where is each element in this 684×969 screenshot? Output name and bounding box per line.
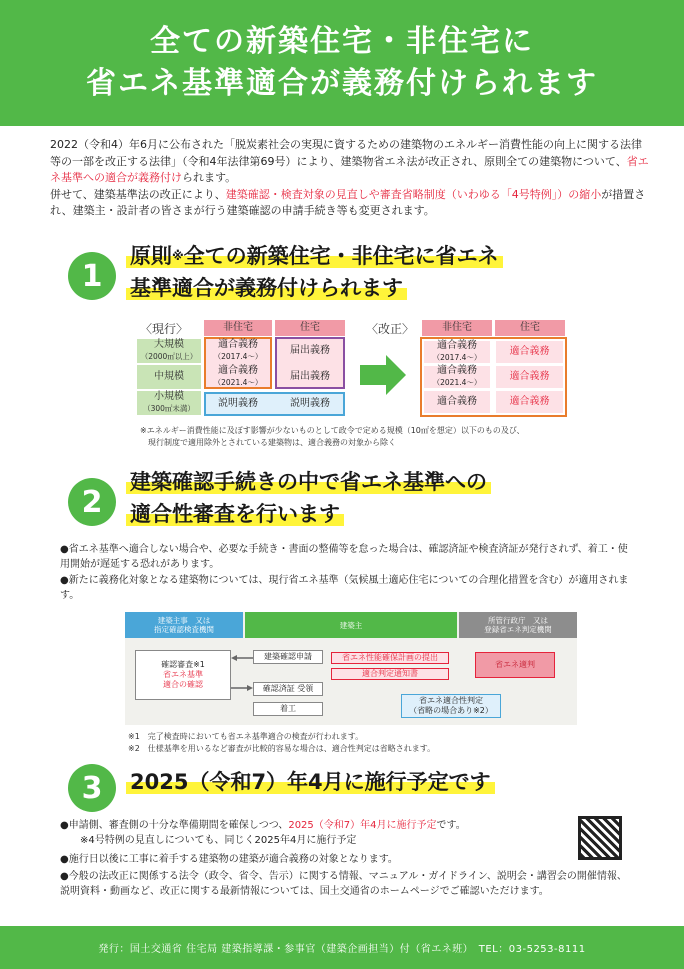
revised-nonres-large: 適合義務 （2017.4～） [424,341,490,363]
current-res-medium: 届出義務 [290,371,330,382]
revised-nonres-small: 適合義務 [424,391,490,413]
arrow-right-icon [360,355,408,395]
conformity-notice-box: 適合判定通知書 [331,668,449,680]
revised-header-res: 住宅 [495,320,565,336]
intro-text [50,137,650,220]
energy-judgment-box: 省エネ適判 [475,652,555,678]
section-1-number: 1 [68,252,116,300]
section-3-number: 3 [68,764,116,812]
header-title-line2: 省エネ基準適合が義務付けられます [86,66,598,101]
judgment-omission-box: 省エネ適合性判定 （省略の場合あり※2） [401,694,501,718]
section-1-title: 原則※全ての新築住宅・非住宅に省エネ 基準適合が義務付けられます [126,240,503,304]
section-3-bullet-3: ●今般の法改正に関係する法令（政令、省令、告示）に関する情報、マニュアル・ガイドライン、説明会・講習会の開催情報、説明資料・動画など、改正に関する最新情報については、国土交通省のホームページでご確認いただけます。 [60,871,627,897]
row-small: 小規模 （300㎡未満） [137,391,201,415]
current-res-small: 説明義務 [290,398,330,409]
flow-header-owner: 建築主 [245,612,457,638]
flow-arrows-icon [231,654,253,694]
plan-submission-box: 省エネ性能確保計画の提出 [331,652,449,664]
header-banner [0,0,684,126]
section-2-notes: ※1 完了検査時においても省エネ基準適合の検査が行われます。 ※2 仕様基準を用いるなど審査が比較的容易な場合は、適合性判定は省略されます。 [128,732,436,753]
intro-paragraph-1: 2022（令和4）年6月に公布された「脱炭素社会の実現に資するための建築物のエネルギー消費性能の向上に関する法律等の一部を改正する法律」（令和4年法律第69号）により、建築物省エネ法が改正され、原則全ての建築物について、省エネ基準への適合が義務付けられます。 [50,138,649,184]
procedure-flow-diagram [125,612,577,725]
current-nonres-small: 説明義務 [218,398,258,409]
revised-nonres-medium: 適合義務 （2021.4～） [424,366,490,388]
current-res-large: 届出義務 [290,345,330,356]
header-title-line1: 全ての新築住宅・非住宅に [150,24,534,59]
construction-start-box: 着工 [253,702,323,716]
flow-header-inspector: 建築主事 又は 指定確認検査機関 [125,612,243,638]
flow-header-authority: 所管行政庁 又は 登録省エネ判定機関 [459,612,577,638]
section-3-bullet-2: ●施行日以後に工事に着手する建築物の建築が適合義務の対象となります。 [60,854,398,865]
section-1-note: ※エネルギー消費性能に及ぼす影響が少ないものとして政令で定める規模（10㎡を想定）以下のもの及び、 現行制度で適用除外とされている建築物は、適合義務の対象から除く [140,426,525,447]
intro-paragraph-2: 併せて、建築基準法の改正により、建築確認・検査対象の見直しや審査省略制度（いわゆる「4号特例」）の縮小が措置され、建築主・設計者の皆さまが行う建築確認の申請手続き等も変更されます。 [50,187,646,217]
revised-res-medium: 適合義務 [496,366,563,388]
current-header-res: 住宅 [275,320,345,336]
footer: 発行：国土交通省 住宅局 建築指導課・参事官（建築企画担当）付（省エネ班） TEL：03-5253-8111 [0,926,684,969]
section-2-number: 2 [68,478,116,526]
application-box: 建築確認申請 [253,650,323,664]
section-2-bullet-1: ●省エネ基準へ適合しない場合や、必要な手続き・書面の整備等を怠った場合は、確認済証や検査済証が発行されず、着工・使用開始が遅延する恐れがあります。 [60,544,628,570]
revised-header-nonres: 非住宅 [422,320,492,336]
current-header-nonres: 非住宅 [204,320,272,336]
row-medium: 中規模 [137,365,201,389]
section-3-note: ※4号特例の見直しについても、同じく2025年4月に施行予定 [80,835,357,846]
certificate-received-box: 確認済証 受領 [253,682,323,696]
current-nonres-medium: 適合義務 （2021.4～） [213,365,263,387]
row-large: 大規模 （2000㎡以上） [137,339,201,363]
section-2-title: 建築確認手続きの中で省エネ基準への 適合性審査を行います [126,466,491,530]
qr-code-icon[interactable] [578,816,622,860]
current-label: 〈現行〉 [140,322,189,336]
current-nonres-large: 適合義務 （2017.4～） [213,339,263,361]
revised-res-small: 適合義務 [496,391,563,413]
revised-label: 〈改正〉 [366,322,415,336]
confirmation-review-box: 確認審査※1 省エネ基準 適合の確認 [135,650,231,700]
section-3-title: 2025（令和7）年4月に施行予定です [126,766,495,798]
section-2-bullet-2: ●新たに義務化対象となる建築物については、現行省エネ基準（気候風土適応住宅についての合理化措置を含む）が適用されます。 [60,575,629,601]
revised-res-large: 適合義務 [496,341,563,363]
section-3-bullet-1: ●申請側、審査側の十分な準備期間を確保しつつ、2025（令和7）年4月に施行予定です。 [60,820,466,831]
